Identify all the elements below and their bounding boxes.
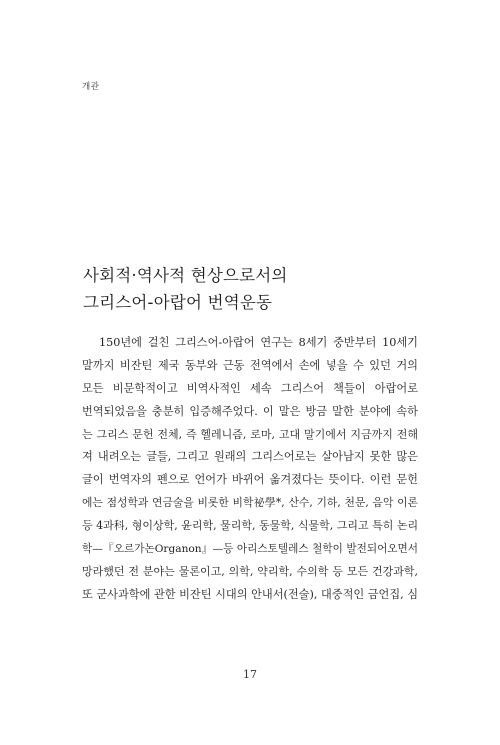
- chapter-title-line-1: 사회적·역사적 현상으로서의: [83, 266, 288, 285]
- body-line: 글이 번역자의 펜으로 언어가 바뀌어 옮겨졌다는 뜻이다. 이런 문헌: [82, 473, 418, 487]
- body-line: 져 내려오는 글들, 그리고 원래의 그리스어로는 살아남지 못한 많은: [82, 450, 418, 464]
- chapter-title-line-2: 그리스어-아랍어 번역운동: [83, 293, 273, 312]
- body-line: 망라했던 전 분야는 물론이고, 의학, 약리학, 수의학 등 모든 건강과학,: [82, 564, 418, 578]
- body-line: 모든 비문학적이고 비역사적인 세속 그리스어 책들이 아랍어로: [82, 381, 418, 395]
- body-line: 에는 점성학과 연금술을 비롯한 비학祕學*, 산수, 기하, 천문, 음악 이론: [82, 496, 418, 510]
- body-line: 150년에 걸친 그리스어-아랍어 연구는 8세기 중반부터 10세기: [99, 336, 418, 349]
- chapter-title: [83, 262, 288, 316]
- body-line: 학—『오르가논Organon』—등 아리스토텔레스 철학이 발전되어오면서: [82, 543, 418, 556]
- body-line: 등 4과科, 형이상학, 윤리학, 물리학, 동물학, 식물학, 그리고 특히 논리: [82, 519, 418, 533]
- body-line: 는 그리스 문헌 전체, 즉 헬레니즘, 로마, 고대 말기에서 지금까지 전해: [82, 427, 418, 441]
- page-number: 17: [243, 668, 257, 681]
- body-line: 번역되었음을 충분히 입증해주었다. 이 말은 방금 말한 분야에 속하: [82, 404, 418, 418]
- body-line: 말까지 비잔틴 제국 동부와 근동 전역에서 손에 넣을 수 있던 거의: [82, 358, 418, 372]
- body-paragraph: [82, 332, 418, 607]
- body-line: 또 군사과학에 관한 비잔틴 시대의 안내서(전술), 대중적인 금언집, 심: [82, 587, 418, 601]
- running-head: 개관: [82, 82, 100, 92]
